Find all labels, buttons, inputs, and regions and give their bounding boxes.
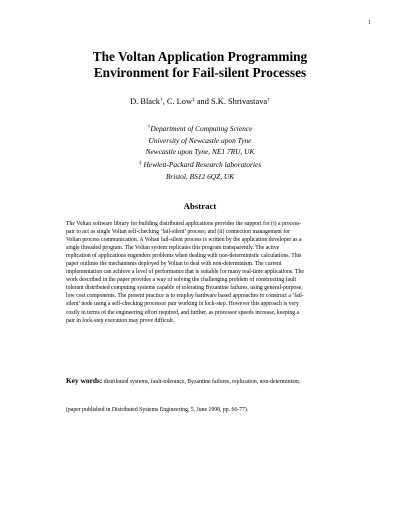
title-line: Environment for Fail-silent Processes (93, 65, 307, 80)
author-name: C. Low (166, 97, 192, 106)
abstract-line: pair to act as single Voltan self-checking ‘fail-silent’ process; and (ii) connection management for (66, 229, 291, 236)
title-line: The Voltan Application Programming (92, 49, 308, 64)
affiliation-mark: † (147, 124, 151, 130)
affiliation-line: Bristol, BS12 6QZ, UK (165, 171, 235, 181)
affiliation-line: Department of Computing Science (150, 124, 253, 133)
abstract-line: implementation can achieve a level of performance that is suitable for many real-time applications. The (66, 269, 304, 276)
author-name: S.K. Shrivastava (211, 97, 268, 106)
affiliation-line: Newcastle upon Tyne, NE1 7RU, UK (145, 147, 255, 156)
keywords (66, 376, 366, 385)
keywords-label: Key words: (66, 376, 103, 385)
abstract-line: tolerant distributed computing systems capable of tolerating Byzantine failures, using general-purpose, (66, 285, 303, 292)
author-separator: , (162, 97, 167, 106)
abstract-line: Voltan process communication. A Voltan fail-silent process is written by the application developer as a (66, 237, 302, 244)
affiliation-line: Hewlett-Packard Research laboratories (141, 160, 262, 169)
abstract-heading: Abstract (183, 201, 217, 211)
affiliation-line: University of Newcastle upon Tyne (148, 135, 252, 145)
abstract-line: silent’ node using a self-checking processor pair working in lock-step. However this approach is very (66, 301, 299, 308)
affiliation-mark: † (267, 97, 270, 103)
abstract-line: replication of applications engenders problems when dealing with non-deterministic calculations. This (66, 253, 302, 260)
abstract-line: The Voltan software library for building distributed applications provides the support for (i) a process- (66, 221, 302, 227)
author-name: D. Black (130, 97, 160, 106)
abstract-line: work described in the paper provides a way of solving the challenging problem of constructing fault (66, 277, 297, 284)
abstract-line: paper outlines the mechanisms deployed by Voltan to deal with non-determinism. The current (66, 261, 282, 268)
abstract-line: costly in terms of the engineering effort required, and further, as processor speeds increase, keeping a (66, 309, 300, 316)
page-number: 1 (368, 20, 371, 26)
abstract-line: pair in lock-step execution may prove difficult. (66, 317, 175, 324)
abstract-body (66, 220, 356, 325)
paper-title (0, 49, 400, 81)
publication-note: (paper published in Distributed Systems Engineering, 5, June 1998, pp. 66-77). (66, 407, 249, 413)
author-list (0, 97, 400, 106)
affiliation-mark: ‡ (138, 160, 142, 166)
abstract-line: low cost components. The present practice is to employ hardware based approaches to construct a ‘fail- (66, 293, 304, 300)
affiliation-hewlett-packard (0, 159, 400, 182)
affiliation-computing-science (0, 123, 400, 158)
affiliation-mark: † (159, 97, 163, 103)
affiliation-mark: ‡ (192, 97, 195, 103)
abstract-line: single threaded program. The Voltan system replicates this program transparently. The active (66, 245, 280, 252)
keywords-text: distributed systems, fault-tolerance, Byzantine failures, replication, non-determinism. (102, 379, 301, 385)
author-separator: and (194, 97, 212, 106)
